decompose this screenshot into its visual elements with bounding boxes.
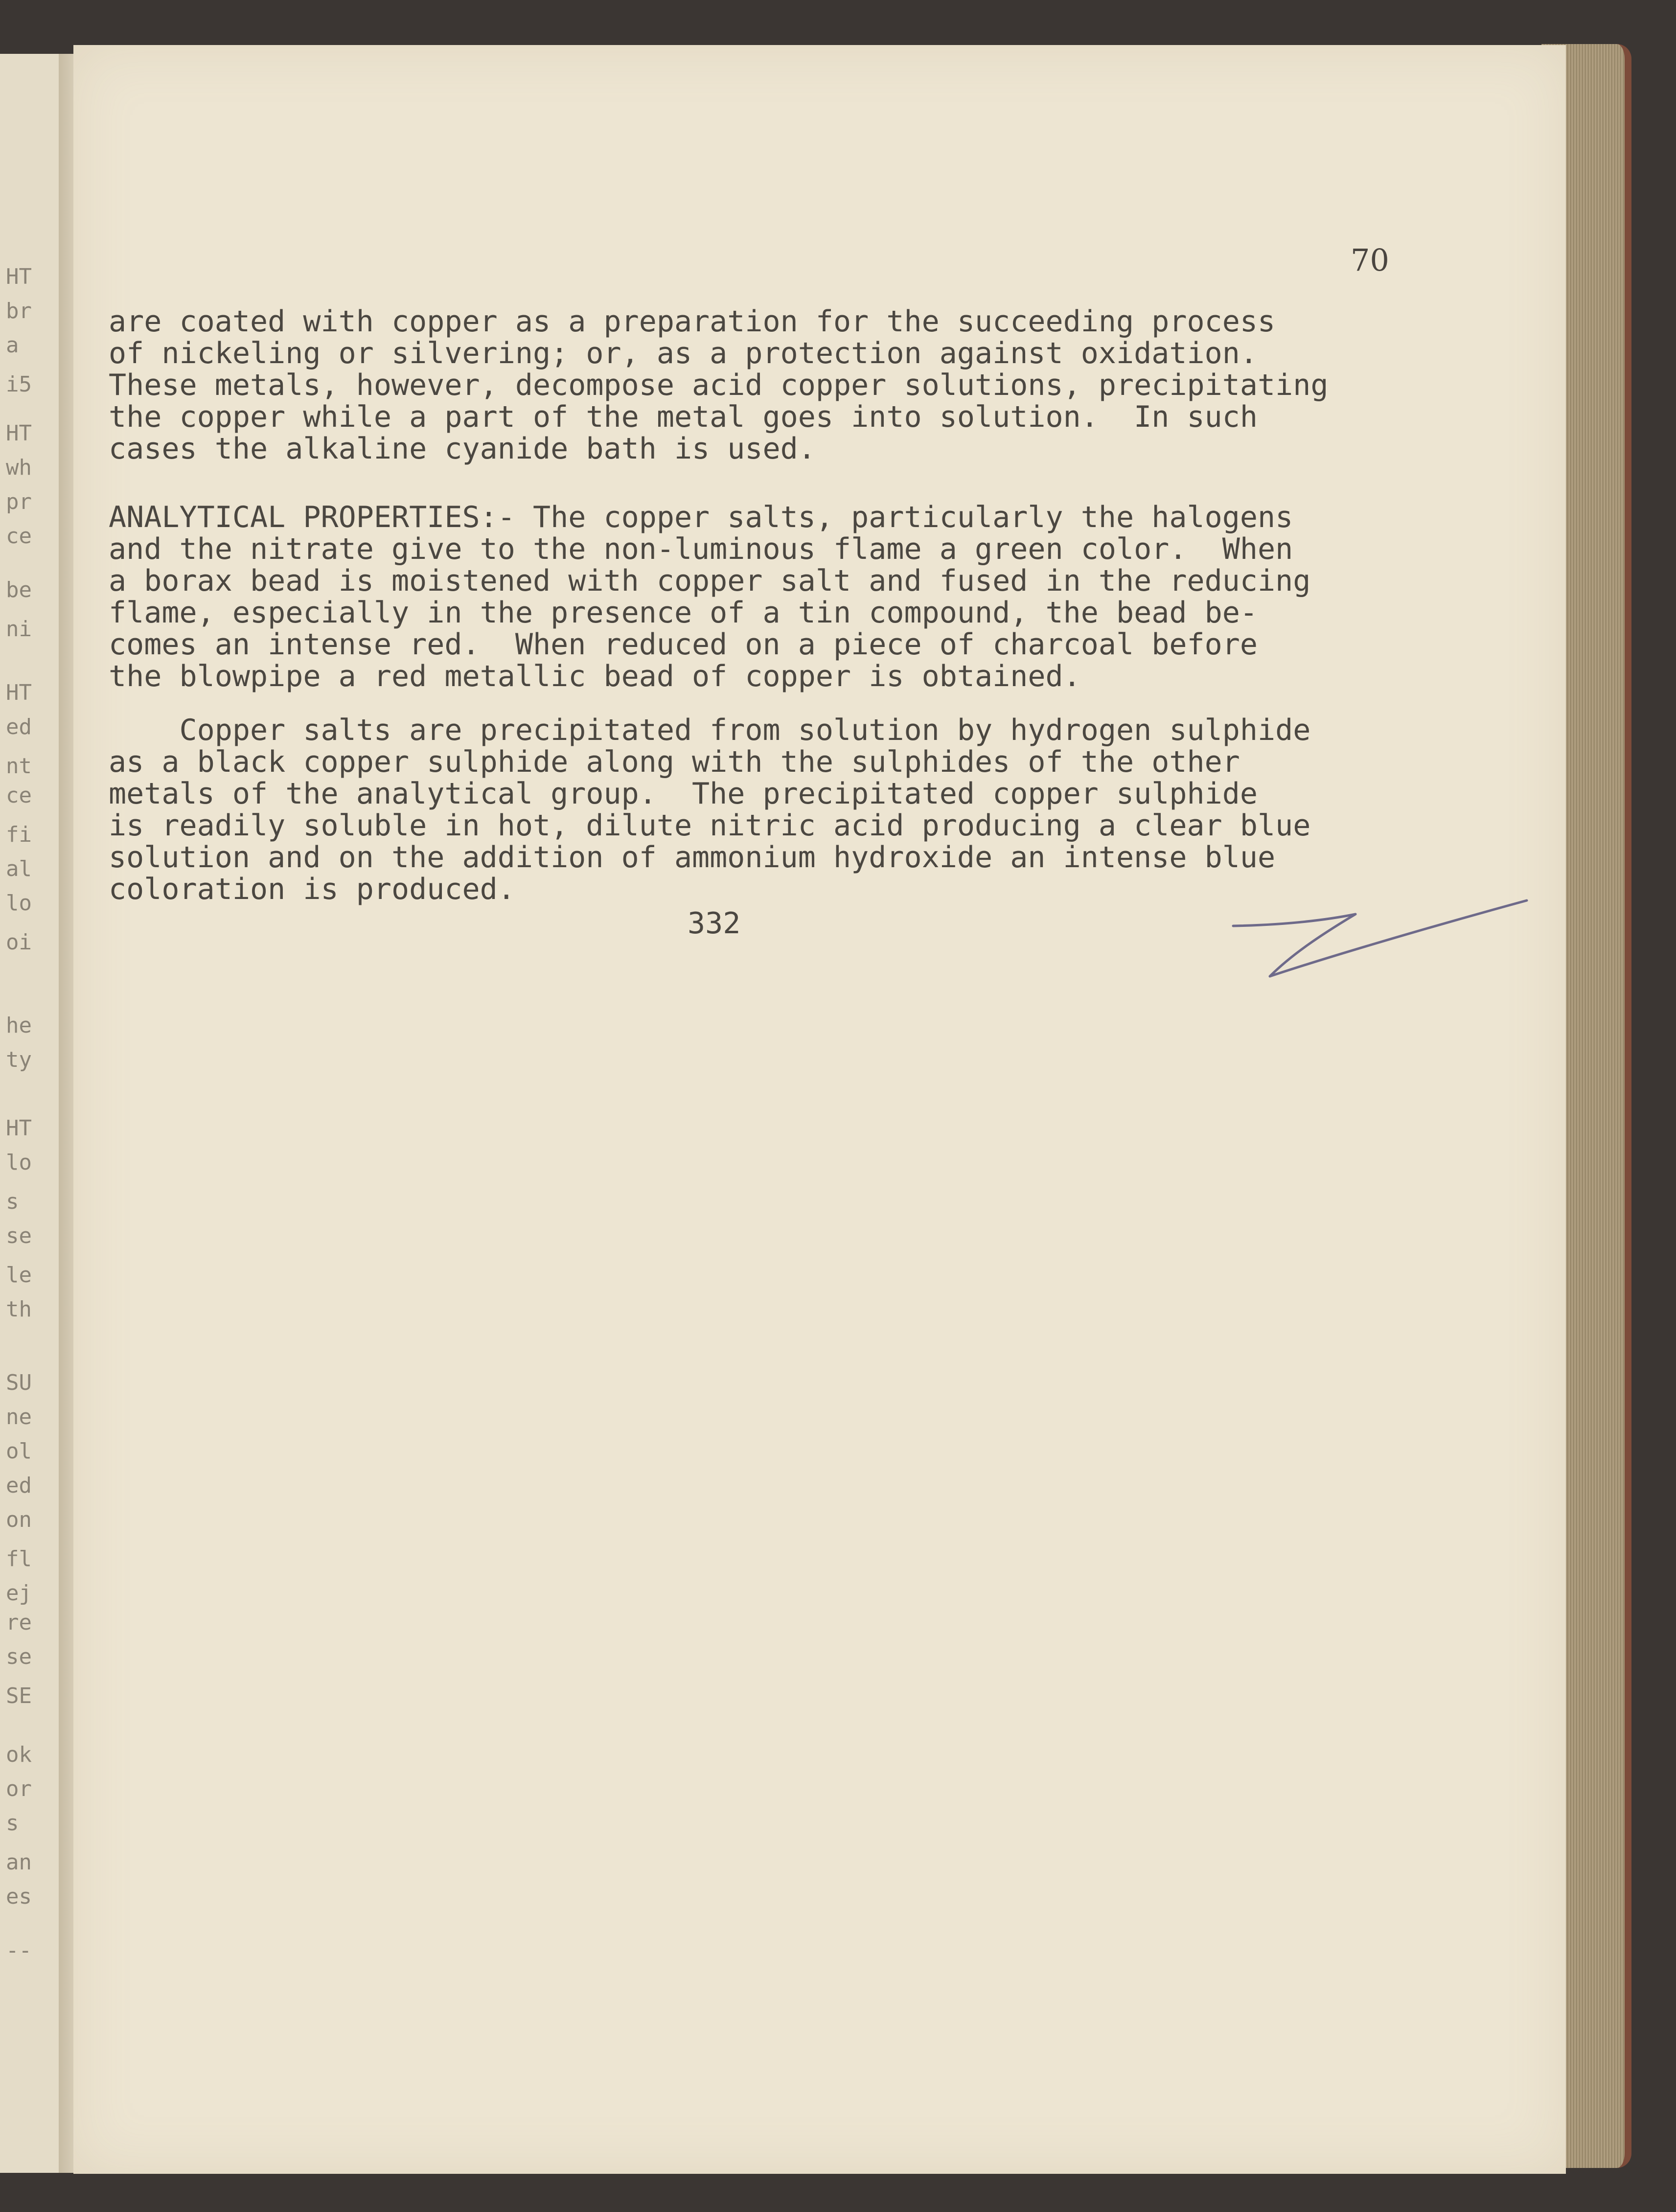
left-page-fragment: s (6, 1189, 19, 1214)
left-page-fragment: or (6, 1776, 32, 1801)
pencil-check-mark (1223, 891, 1537, 989)
left-page-fragment: HT (6, 1116, 32, 1141)
left-page-fragment: ni (6, 617, 32, 642)
left-page-fragment: fi (6, 822, 32, 847)
left-page-fragment: ok (6, 1742, 32, 1767)
left-page-fragment: fl (6, 1546, 32, 1571)
left-page-fragment: le (6, 1263, 32, 1288)
left-page-fragment: on (6, 1507, 32, 1532)
left-page-fragment: ce (6, 783, 32, 808)
left-page-fragment: th (6, 1297, 32, 1322)
left-page-fragment: se (6, 1223, 32, 1248)
left-page-fragment: a (6, 333, 19, 358)
footer-page-number: 332 (688, 906, 741, 941)
left-page-fragment: lo (6, 891, 32, 916)
left-page-fragment: wh (6, 455, 32, 480)
left-page-fragment: ed (6, 714, 32, 739)
left-page-fragment: i5 (6, 372, 32, 397)
paragraph-analytical-properties: ANALYTICAL PROPERTIES:- The copper salts, particularly the halogens and the nitrate give to the non-luminous flame a green color. When a borax bead is moistened with copper salt and fused in the reducing flame, especially in the presence of a tin compound, the bead be- comes an intense red. When reduced on a piece of charcoal before the blowpipe a red metallic bead of copper is obtained. (109, 500, 1311, 693)
left-page-fragment: HT (6, 680, 32, 705)
left-page-fragment: lo (6, 1150, 32, 1175)
left-page-fragment: he (6, 1013, 32, 1038)
left-page-fragment: SU (6, 1370, 32, 1395)
left-page-fragment: s (6, 1811, 19, 1836)
left-page-fragment: ty (6, 1047, 32, 1072)
page-number: 70 (1351, 242, 1389, 278)
left-page-fragment: ol (6, 1439, 32, 1464)
left-page-fragment: -- (6, 1938, 32, 1963)
left-page-fragment: ej (6, 1581, 32, 1606)
paragraph-precipitation: Copper salts are precipitated from solution by hydrogen sulphide as a black copper sulphide along with the sulphides of the other metals of the analytical group. The precipitated copper sulphide is readily soluble in hot, dilute nitric acid producing a clear blue solution and on the addition of ammonium hydroxide an intense blue coloration is produced. (109, 713, 1311, 906)
left-page-fragment: pr (6, 489, 32, 514)
left-page-fragment: ed (6, 1473, 32, 1498)
left-page-fragment: br (6, 299, 32, 323)
left-page-fragment: SE (6, 1683, 32, 1708)
left-page-fragment: HT (6, 264, 32, 289)
paragraph-electroplating: are coated with copper as a preparation for the succeeding process of nickeling or silvering; or, as a protection against oxidation. These metals, however, decompose acid copper solutions, precipitating the copper while a part of the metal goes into solution. In such cases the alkaline cyanide bath is used. (109, 304, 1329, 466)
left-page-fragment: HT (6, 421, 32, 446)
left-page-fragment: ne (6, 1405, 32, 1429)
left-page-fragment: ce (6, 524, 32, 549)
left-page-fragment: be (6, 577, 32, 602)
left-page-fragment: oi (6, 930, 32, 955)
left-page-fragment: nt (6, 754, 32, 779)
left-page-fragment: al (6, 856, 32, 881)
left-page-fragment: se (6, 1644, 32, 1669)
left-page-fragment: an (6, 1850, 32, 1875)
left-page-fragment: es (6, 1884, 32, 1909)
left-page-fragment: re (6, 1610, 32, 1635)
